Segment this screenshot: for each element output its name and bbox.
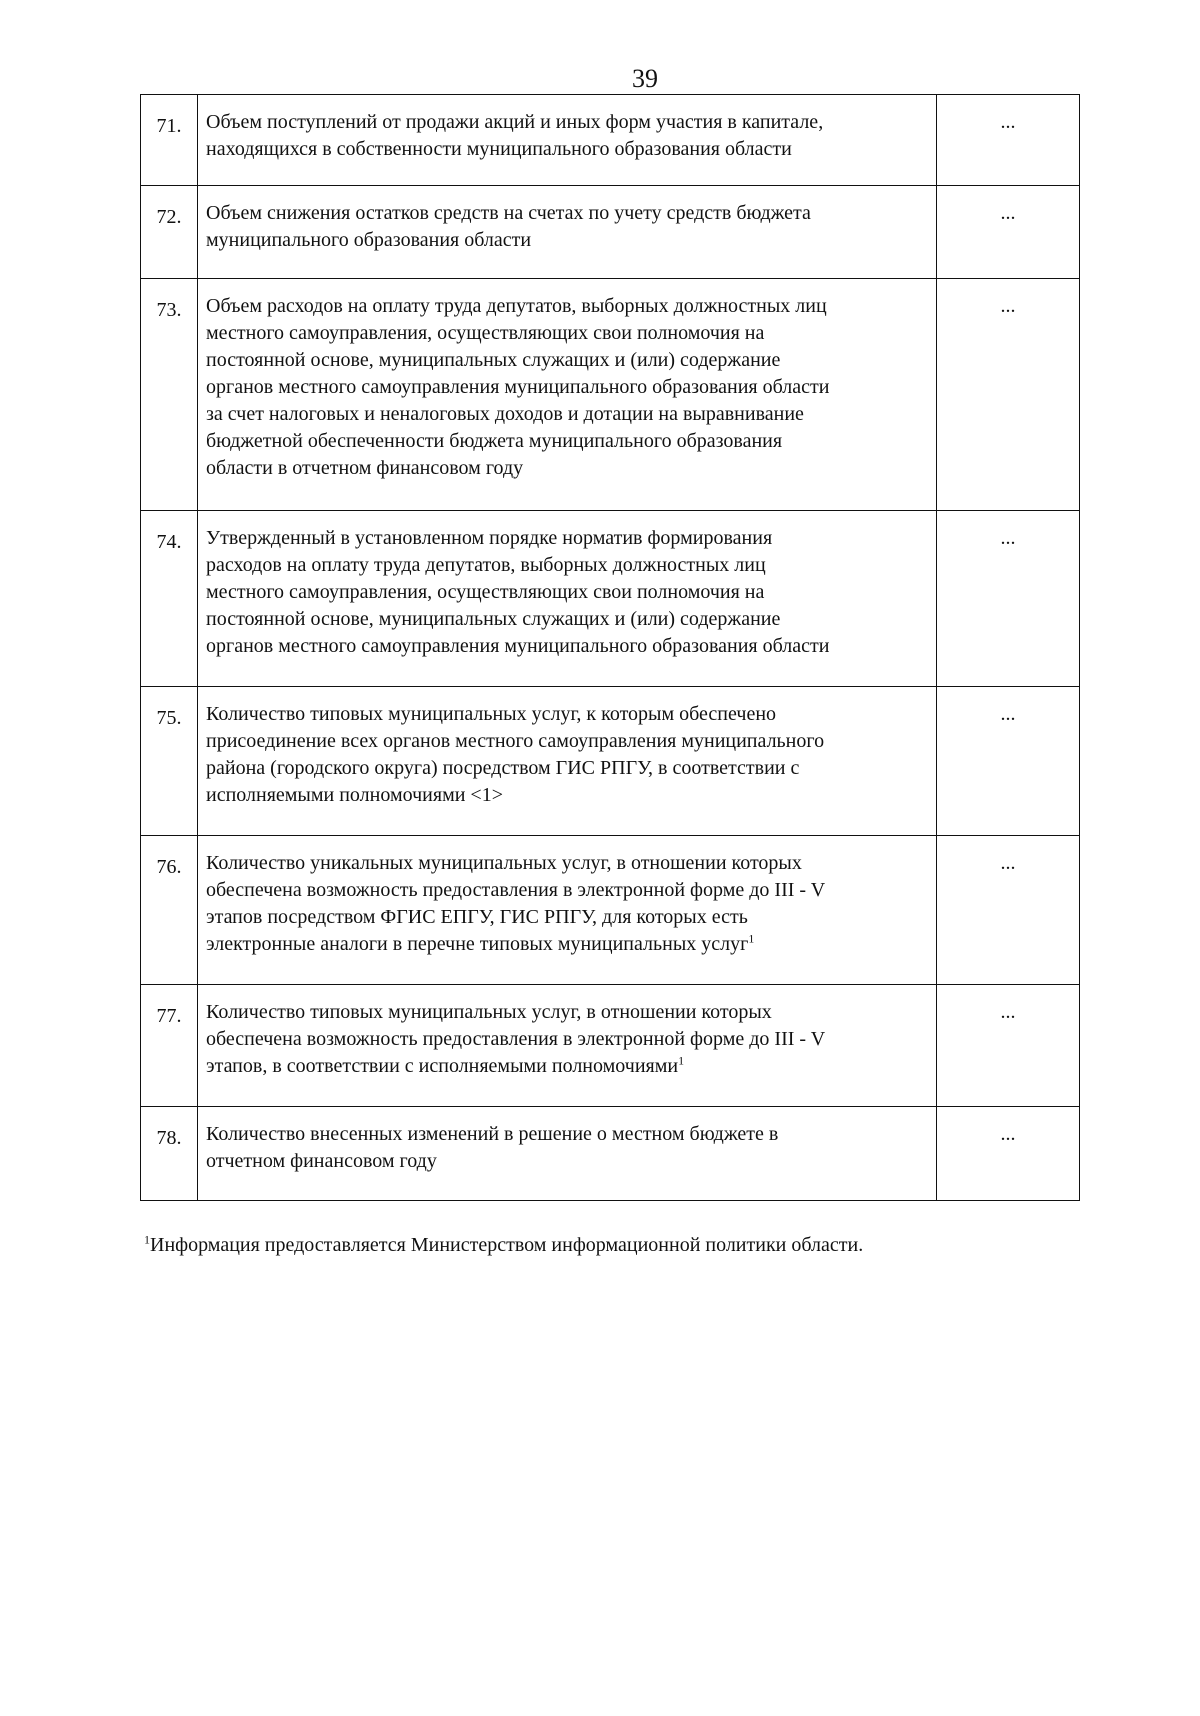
row-number: 78. [141, 1107, 198, 1201]
row-description [198, 985, 937, 1107]
indicators-table [140, 94, 1080, 1201]
page-number: 39 [632, 64, 658, 93]
row-value: ... [937, 985, 1080, 1107]
row-description [198, 95, 937, 186]
row-description-text: Утвержденный в установленном порядке норматив формирования расходов на оплату труда депутатов, выборных должностных лиц местного самоуправления, осуществляющих свои полномочия на постоянной основе, муниципальных служащих и (или) содержание органов местного самоуправления муниципального образования области [206, 527, 830, 657]
footnote-text: Информация предоставляется Министерством информационной политики области. [150, 1234, 864, 1256]
row-value: ... [937, 687, 1080, 836]
table-row [141, 511, 1080, 687]
row-number: 75. [141, 687, 198, 836]
table-row [141, 687, 1080, 836]
row-number: 72. [141, 186, 198, 279]
row-description-text: Объем поступлений от продажи акций и иных форм участия в капитале, находящихся в собственности муниципального образования области [206, 111, 824, 160]
row-description [198, 687, 937, 836]
row-number: 77. [141, 985, 198, 1107]
table-row [141, 186, 1080, 279]
row-value: ... [937, 95, 1080, 186]
row-description-text: Количество типовых муниципальных услуг, в отношении которых обеспечена возможность предоставления в электронной форме до III - V этапов, в соответствии с исполняемыми полномочиями [206, 1001, 826, 1077]
table-row [141, 1107, 1080, 1201]
table-row [141, 836, 1080, 985]
footnote-mark: 1 [144, 1232, 150, 1247]
footnote-reference: 1 [678, 1053, 685, 1068]
row-description-text: Объем снижения остатков средств на счетах по учету средств бюджета муниципального образования области [206, 202, 811, 251]
row-description [198, 1107, 937, 1201]
table-row [141, 279, 1080, 511]
row-value: ... [937, 836, 1080, 985]
row-description-text: Количество внесенных изменений в решение о местном бюджете в отчетном финансовом году [206, 1123, 779, 1172]
row-number: 73. [141, 279, 198, 511]
footnote-reference: 1 [748, 931, 755, 946]
row-description [198, 186, 937, 279]
row-description [198, 511, 937, 687]
row-description [198, 279, 937, 511]
row-description [198, 836, 937, 985]
row-description-text: Количество уникальных муниципальных услуг, в отношении которых обеспечена возможность предоставления в электронной форме до III - V этапов посредством ФГИС ЕПГУ, ГИС РПГУ, для которых есть электронные аналоги в перечне типовых муниципальных услуг [206, 852, 826, 955]
footnote [144, 1232, 1144, 1258]
table-row [141, 985, 1080, 1107]
row-value: ... [937, 1107, 1080, 1201]
row-number: 71. [141, 95, 198, 186]
row-value: ... [937, 511, 1080, 687]
row-description-text: Количество типовых муниципальных услуг, к которым обеспечено присоединение всех органов местного самоуправления муниципального района (городского округа) посредством ГИС РПГУ, в соответствии с исполняемыми полномочиями <1> [206, 703, 825, 806]
row-value: ... [937, 186, 1080, 279]
row-number: 76. [141, 836, 198, 985]
row-number: 74. [141, 511, 198, 687]
row-value: ... [937, 279, 1080, 511]
table-row [141, 95, 1080, 186]
row-description-text: Объем расходов на оплату труда депутатов, выборных должностных лиц местного самоуправления, осуществляющих свои полномочия на постоянной основе, муниципальных служащих и (или) содержание органов местного самоуправления муниципального образования области за счет налоговых и неналоговых доходов и дотации на выравнивание бюджетной обеспеченности бюджета муниципального образования области в отчетном финансовом году [206, 295, 830, 479]
